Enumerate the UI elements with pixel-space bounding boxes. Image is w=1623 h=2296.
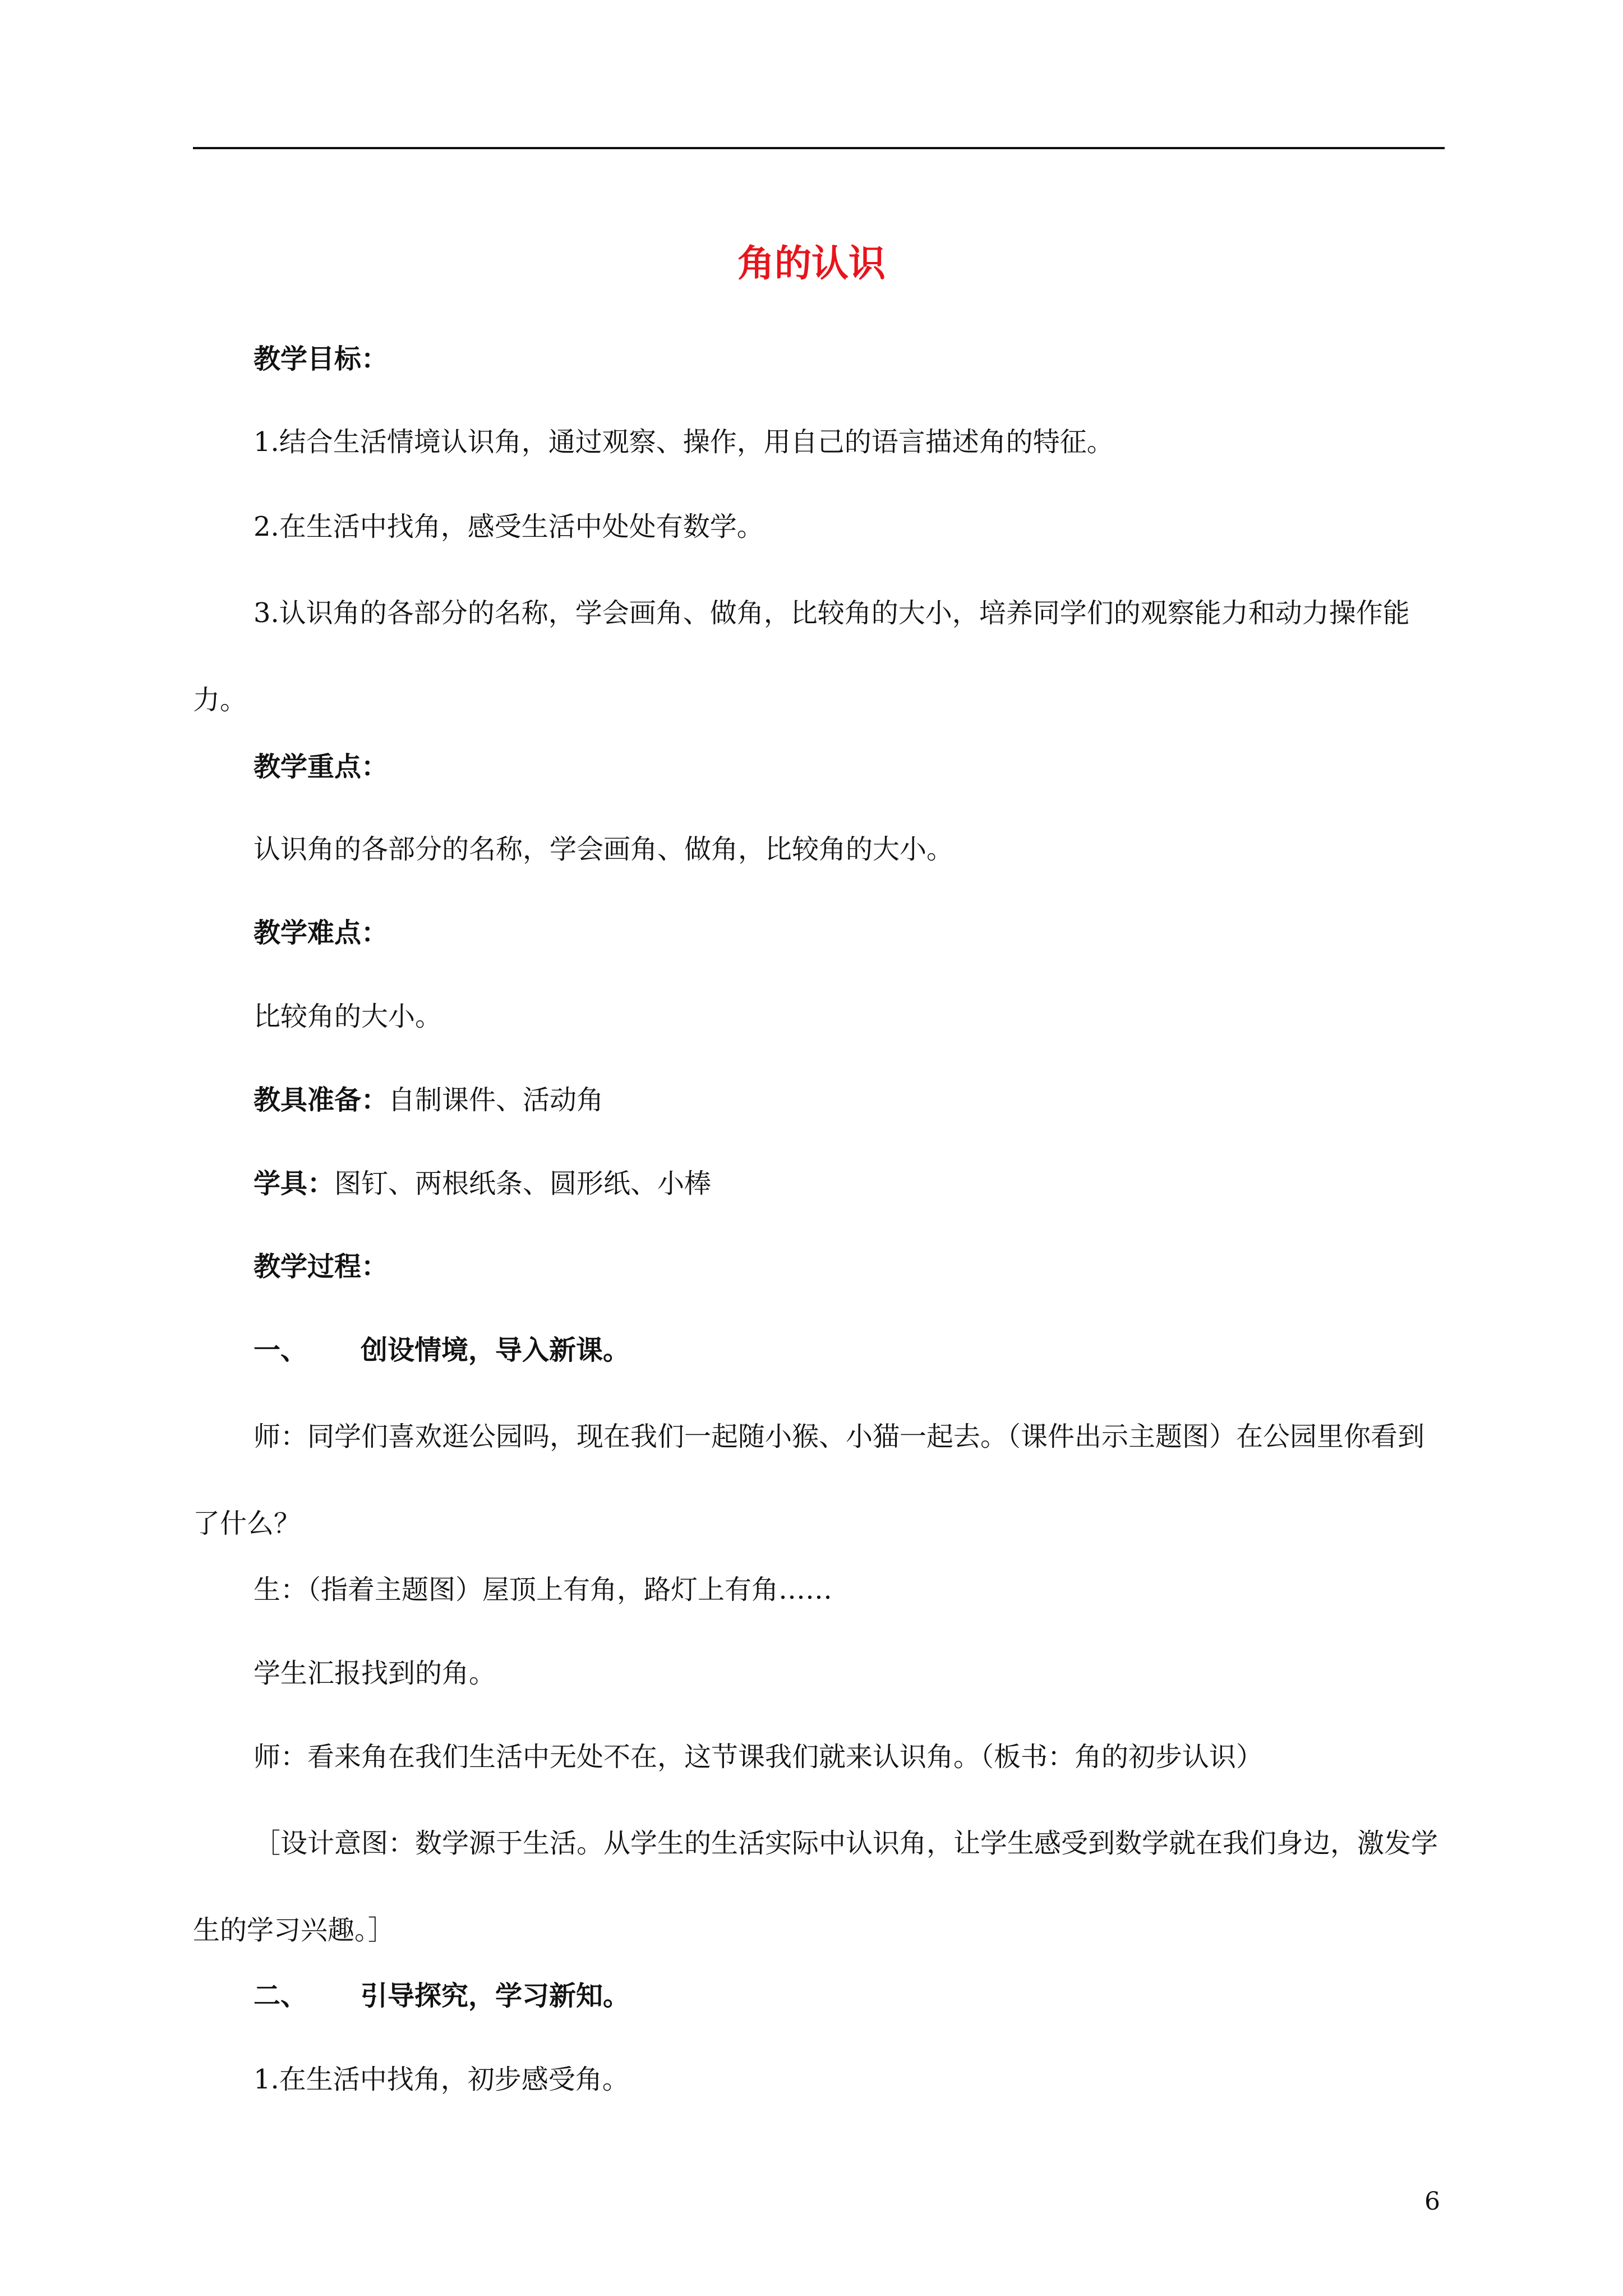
section-1-paragraph-1: 师：同学们喜欢逛公园吗，现在我们一起随小猴、小猫一起去。（课件出示主题图）在公园里你看到了什么？ — [193, 1421, 1425, 1539]
section-1-paragraph-2: 生：（指着主题图）屋顶上有角，路灯上有角…… — [253, 1574, 833, 1605]
learning-tools-label: 学具： — [253, 1168, 335, 1199]
section-1-title: 创设情境，导入新课。 — [361, 1335, 630, 1366]
objectives-heading: 教学目标： — [253, 343, 389, 375]
difficulties-text: 比较角的大小。 — [253, 1001, 442, 1032]
process-heading: 教学过程： — [253, 1251, 389, 1282]
section-2-number: 二、 — [253, 1980, 308, 2012]
learning-tools-text: 图钉、两根纸条、圆形纸、小棒 — [334, 1168, 712, 1199]
objective-item-1: 1.结合生活情境认识角，通过观察、操作，用自己的语言描述角的特征。 — [253, 426, 1114, 458]
learning-tools — [253, 1163, 711, 1204]
document-title: 角的认识 — [737, 242, 886, 285]
section-2-title: 引导探究，学习新知。 — [361, 1980, 630, 2012]
section-1-paragraph-4: 师：看来角在我们生活中无处不在，这节课我们就来认识角。（板书：角的初步认识） — [253, 1741, 1264, 1773]
difficulties-heading: 教学难点： — [253, 917, 389, 949]
teaching-aids-label: 教具准备： — [253, 1084, 389, 1116]
page-number: 6 — [1424, 2187, 1440, 2216]
section-1-heading — [253, 1330, 630, 1370]
section-2-heading — [253, 1976, 630, 2016]
section-2-paragraph-1: 1.在生活中找角，初步感受角。 — [253, 2064, 629, 2095]
section-1-paragraph-5: ［设计意图：数学源于生活。从学生的生活实际中认识角，让学生感受到数学就在我们身边，激发学生的学习兴趣。］ — [193, 1828, 1438, 1946]
teaching-aids-text: 自制课件、活动角 — [388, 1084, 604, 1116]
key-points-heading: 教学重点： — [253, 751, 389, 783]
objective-item-2: 2.在生活中找角，感受生活中处处有数学。 — [253, 511, 764, 542]
teaching-aids — [253, 1080, 603, 1120]
key-points-text: 认识角的各部分的名称，学会画角、做角，比较角的大小。 — [253, 834, 954, 865]
section-1-paragraph-3: 学生汇报找到的角。 — [253, 1658, 496, 1689]
objective-item-3-text: 3.认识角的各部分的名称，学会画角、做角，比较角的大小，培养同学们的观察能力和动力操作能力。 — [193, 597, 1410, 716]
section-1-number: 一、 — [253, 1335, 308, 1366]
objective-item-3 — [193, 570, 1445, 744]
header-rule — [193, 147, 1445, 149]
